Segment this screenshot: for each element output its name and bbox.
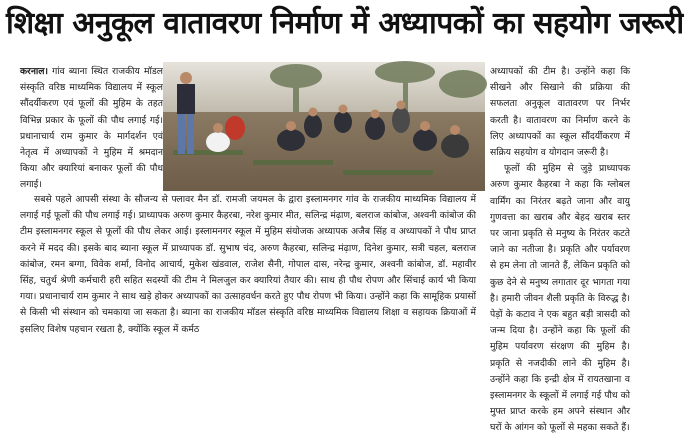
dateline: करनाल। [20, 66, 49, 77]
lead-text: गांव ब्याना स्थित राजकीय मॉडल संस्कृति वरिष्ठ माध्यमिक विद्यालय में स्कूल सौंदर्यीकरण एवं फूलों की मुहिम के तहत विभिन्न प्रकार के फूलों की पौध लगाई गई। प्रधानाचार्य राम कुमार के मार्गदर्शन एवं नेतृत्व में अध्यापकों ने मुहिम में श्रमदान किया और क्यारियां बनाकर फूलों की पौध लगाई। [20, 66, 163, 191]
lead-paragraph [20, 64, 163, 194]
article-lead-column [20, 64, 163, 192]
right-paragraph-2: फूलों की मुहिम से जुड़े प्राध्यापक अरुण कुमार कैहरबा ने कहा कि ग्लोबल वार्मिंग का निरंतर बढ़ते जाना और वायु गुणवत्ता का खराब और बेहद खराब स्तर पर जाना प्रकृति से मनुष्य के निरंतर कटते जाने का नतीजा है। प्रकृति और पर्यावरण से हम लेना तो जानते हैं, लेकिन प्रकृति को कुछ देने से मनुष्य लगातार दूर भागता गया है। हमारी जीवन शैली प्रकृति के विरुद्ध है। पेड़ों के कटाव ने एक बहुत बड़ी त्रासदी को जन्म दिया है। उन्होंने कहा कि फूलों की मुहिम पर्यावरण संरक्षण की मुहिम है। प्रकृति से नजदीकी लाने की मुहिम है। उन्होंने कहा कि इन्द्री क्षेत्र में रायतखाना व इस्लामनगर के स्कूलों में लगाई गई पौध को मुफ्त प्राप्त करके हम अपने संस्थान और घरों के आंगन को फूलों से महका सकते हैं। [490, 163, 630, 434]
right-paragraph-1: अध्यापकों की टीम है। उन्होंने कहा कि सीखने और सिखाने की प्रक्रिया की सफलता अनुकूल वातावरण पर निर्भर करती है। वातावरण का निर्माण करने के लिए अध्यापकों का स्कूल सौंदर्यीकरण में सक्रिय सहयोग व योगदान जरूरी है। [490, 66, 630, 159]
article-right-column [490, 64, 630, 434]
article-photo [163, 62, 485, 191]
main-paragraph: सबसे पहले आपसी संस्था के सौजन्य से फ्लावर मैन डॉ. रामजी जयमल के द्वारा इस्लामनगर गांव के राजकीय माध्यमिक विद्यालय में लगाई गई फूलों की पौध लगाई गई। प्राध्यापक अरुण कुमार कैहरबा, नरेश कुमार मीत, सलिन्द्र मंढ़ाण, बलराज कांबोज, अश्वनी कांबोज की टीम इस्लामनगर स्कूल से फूलों की पौध लेकर आई। इस्लामनगर स्कूल में मुहिम संयोजक अध्यापक अजैब सिंह व अध्यापकों ने पौध प्राप्त करने में मदद की। इसके बाद ब्याना स्कूल में प्राध्यापक डॉ. सुभाष चंद, अरुण कैहरबा, सलिन्द्र मंढ़ाण, दिनेश कुमार, सत्री चहल, बलराज कांबोज, रमन बग्गा, विवेक शर्मा, विनोद आचार्य, मुकेश खंडवाल, राजेश सैनी, गोपाल दास, नरेन्द्र कुमार, अश्वनी कांबोज, डॉ. महावीर सिंह, चतुर्थ श्रेणी कर्मचारी हरी सहित सदस्यों की टीम ने मिलजुल कर क्यारियां तैयार की। साथ ही पौध रोपण और सिंचाई कार्य भी किया गया। प्रधानाचार्य राम कुमार ने साथ खड़े होकर अध्यापकों का उत्साहवर्धन करते हुए पौध रोपण भी किया। उन्होंने कहा कि सामूहिक प्रयासों से किसी भी संस्थान को चमकाया जा सकता है। ब्याना का राजकीय मॉडल संस्कृति वरिष्ठ माध्यमिक विद्यालय शिक्षा व सहायक क्रियाओं में इसलिए विशेष पहचान रखता है, क्योंकि स्कूल में कर्मठ [20, 194, 476, 335]
headline: शिक्षा अनुकूल वातावरण निर्माण में अध्यापकों का सहयोग जरूरी [6, 6, 684, 41]
photo-illustration [163, 62, 485, 191]
article-main-column [20, 192, 476, 432]
